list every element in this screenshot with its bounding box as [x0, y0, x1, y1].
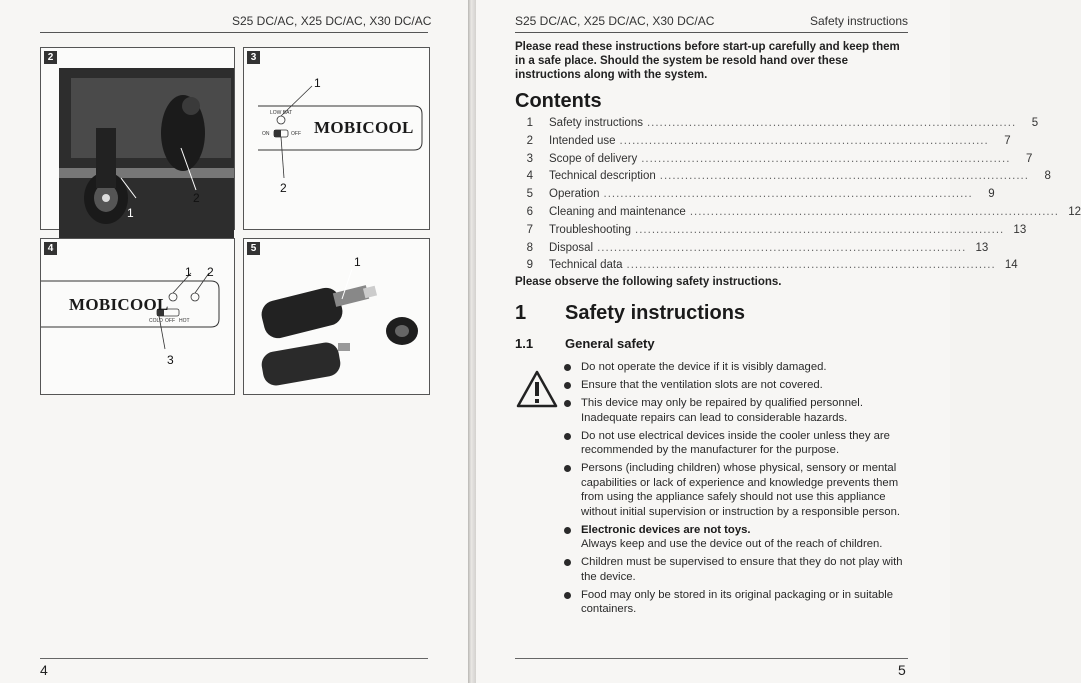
list-item — [563, 378, 913, 393]
toc-entry-page: 7 — [1025, 152, 1033, 165]
toc-entry — [515, 223, 1027, 242]
toc-entry-page: 5 — [1031, 117, 1039, 129]
figure-2-photo — [41, 48, 234, 229]
toc-entry — [515, 241, 989, 260]
figure-3-callout-1: 1 — [314, 76, 321, 90]
figure-4-brand: MOBICOOL — [69, 295, 169, 314]
bullet-text: Persons (including children) whose physical, sensory or mental capabilities or lack of experience and knowledge prevents them from using the appliance safely should not use this appliance without initial supervision or instruction by a responsible person. — [581, 462, 900, 518]
toc-entry — [515, 188, 995, 206]
toc-entry-title: Cleaning and maintenance — [549, 205, 686, 218]
toc-entry-title: Disposal — [549, 241, 594, 254]
figure-4-drawing — [41, 239, 234, 394]
figure-3-number: 3 — [247, 51, 260, 64]
toc-entry-number: 2 — [526, 134, 533, 147]
right-page-number: 5 — [898, 662, 906, 678]
toc-entry-title: Scope of delivery — [549, 152, 638, 165]
figure-4-label-off: OFF — [165, 318, 175, 324]
figure-5 — [243, 238, 430, 395]
subsection-title: General safety — [565, 336, 655, 351]
bullet-icon — [564, 527, 571, 534]
left-footer-rule — [40, 658, 428, 659]
bullet-icon — [564, 592, 571, 599]
figure-4-label-hot: HOT — [179, 318, 190, 324]
toc-entry-title: Intended use — [549, 134, 616, 147]
toc-entry — [515, 205, 1081, 224]
toc-entry-number: 8 — [526, 241, 533, 254]
warning-triangle-icon — [516, 370, 558, 408]
toc-entry-number: 9 — [526, 259, 533, 272]
bullet-text: Always keep and use the device out of the reach of children. — [581, 538, 883, 550]
subsection-number: 1.1 — [515, 336, 534, 351]
toc-leader-dots: ........................................................................................ — [619, 134, 989, 147]
safety-bullet-list — [563, 360, 913, 620]
book-gutter — [468, 0, 476, 683]
figure-4-callout-2: 2 — [207, 265, 214, 279]
list-item — [563, 360, 913, 375]
figure-3 — [243, 47, 430, 230]
bullet-text: This device may only be repaired by qualified personnel. Inadequate repairs can lead to considerable hazards. — [581, 397, 863, 424]
figure-2-callout-2: 2 — [193, 191, 200, 205]
list-item — [563, 429, 913, 458]
toc-leader-dots: ........................................................................................ — [659, 170, 1029, 183]
list-item — [563, 588, 913, 617]
toc-entry-title: Safety instructions — [549, 117, 643, 129]
figure-4-number: 4 — [44, 242, 57, 255]
right-page-header-right: Safety instructions — [809, 14, 908, 28]
bullet-text: Do not operate the device if it is visibly damaged. — [581, 361, 827, 373]
list-item — [563, 396, 913, 425]
figure-4-callout-3: 3 — [167, 353, 174, 367]
toc-leader-dots: ........................................................................................ — [597, 241, 967, 254]
toc-entry — [515, 170, 1051, 188]
toc-entry-number: 4 — [526, 170, 533, 183]
left-header-rule — [40, 32, 428, 33]
right-header-rule — [515, 32, 908, 33]
right-footer-rule — [515, 658, 908, 659]
figure-3-brand: MOBICOOL — [314, 118, 414, 137]
figure-4-label-cold: COLD — [149, 318, 163, 324]
toc-entry — [515, 152, 1033, 171]
bullet-icon — [564, 465, 571, 472]
toc-entry — [515, 117, 1039, 135]
bullet-text: Food may only be stored in its original packaging or in suitable containers. — [581, 588, 894, 615]
figure-3-drawing — [244, 48, 429, 229]
figure-3-label-lowbat: LOW BAT — [270, 110, 293, 116]
bullet-icon — [564, 559, 571, 566]
toc-entry-page: 13 — [1013, 223, 1027, 236]
toc-entry-page: 8 — [1044, 170, 1051, 183]
left-page-header: S25 DC/AC, X25 DC/AC, X30 DC/AC — [232, 14, 432, 28]
bullet-text: Children must be supervised to ensure that they do not play with the device. — [581, 556, 903, 583]
toc-entry-page: 7 — [1004, 134, 1011, 147]
toc-entry-number: 6 — [526, 205, 533, 218]
toc-entry-page: 9 — [988, 188, 995, 201]
figure-3-label-off: OFF — [291, 131, 301, 137]
figure-5-number: 5 — [247, 242, 260, 255]
table-of-contents — [515, 117, 1081, 277]
list-item — [563, 523, 913, 552]
bullet-icon — [564, 364, 571, 371]
figure-3-label-on: ON — [262, 131, 270, 137]
bullet-icon — [564, 400, 571, 407]
toc-entry-number: 5 — [526, 188, 533, 201]
figure-5-photo — [244, 239, 429, 394]
toc-leader-dots: ........................................................................................ — [646, 117, 1017, 129]
right-page-header-left: S25 DC/AC, X25 DC/AC, X30 DC/AC — [515, 14, 715, 28]
bullet-icon — [564, 433, 571, 440]
left-page-number: 4 — [40, 662, 48, 678]
toc-entry-number: 7 — [526, 223, 533, 236]
bullet-bold-text: Electronic devices are not toys. — [581, 523, 751, 536]
section-title: Safety instructions — [565, 302, 746, 324]
bullet-icon — [564, 382, 571, 389]
toc-entry-number: 1 — [526, 117, 533, 129]
toc-leader-dots: ........................................................................................ — [635, 223, 1005, 236]
toc-entry-title: Technical data — [549, 259, 623, 272]
figure-3-callout-2: 2 — [280, 181, 287, 195]
list-item — [563, 555, 913, 584]
toc-leader-dots: ........................................................................................ — [689, 205, 1059, 218]
toc-entry-page: 12 — [1068, 205, 1081, 218]
observe-notice: Please observe the following safety instructions. — [515, 276, 782, 288]
intro-paragraph: Please read these instructions before start-up carefully and keep them in a safe place. Should the system be resold hand over these instructions along with the system. — [515, 41, 900, 81]
contents-heading: Contents — [515, 90, 602, 112]
figure-2-callout-1: 1 — [127, 206, 134, 220]
toc-entry-page: 14 — [1004, 259, 1018, 272]
toc-leader-dots: ........................................................................................ — [626, 259, 996, 272]
figure-2-number: 2 — [44, 51, 57, 64]
left-page — [0, 0, 468, 683]
toc-entry — [515, 134, 1011, 153]
toc-entry — [515, 259, 1018, 277]
toc-entry-title: Technical description — [549, 170, 656, 183]
toc-entry-title: Troubleshooting — [549, 223, 632, 236]
toc-leader-dots: ........................................................................................ — [603, 188, 973, 201]
toc-entry-title: Operation — [549, 188, 600, 201]
bullet-text: Ensure that the ventilation slots are not covered. — [581, 379, 823, 391]
figure-5-callout-1: 1 — [354, 255, 361, 269]
list-item — [563, 461, 913, 519]
toc-entry-number: 3 — [526, 152, 533, 165]
figure-4-callout-1: 1 — [185, 265, 192, 279]
figure-2 — [40, 47, 235, 230]
figure-4 — [40, 238, 235, 395]
bullet-text: Do not use electrical devices inside the cooler unless they are recommended by the manufacturer for the purpose. — [581, 429, 890, 456]
toc-leader-dots: ........................................................................................ — [641, 152, 1011, 165]
section-number: 1 — [515, 302, 527, 324]
toc-entry-page: 13 — [975, 241, 989, 254]
